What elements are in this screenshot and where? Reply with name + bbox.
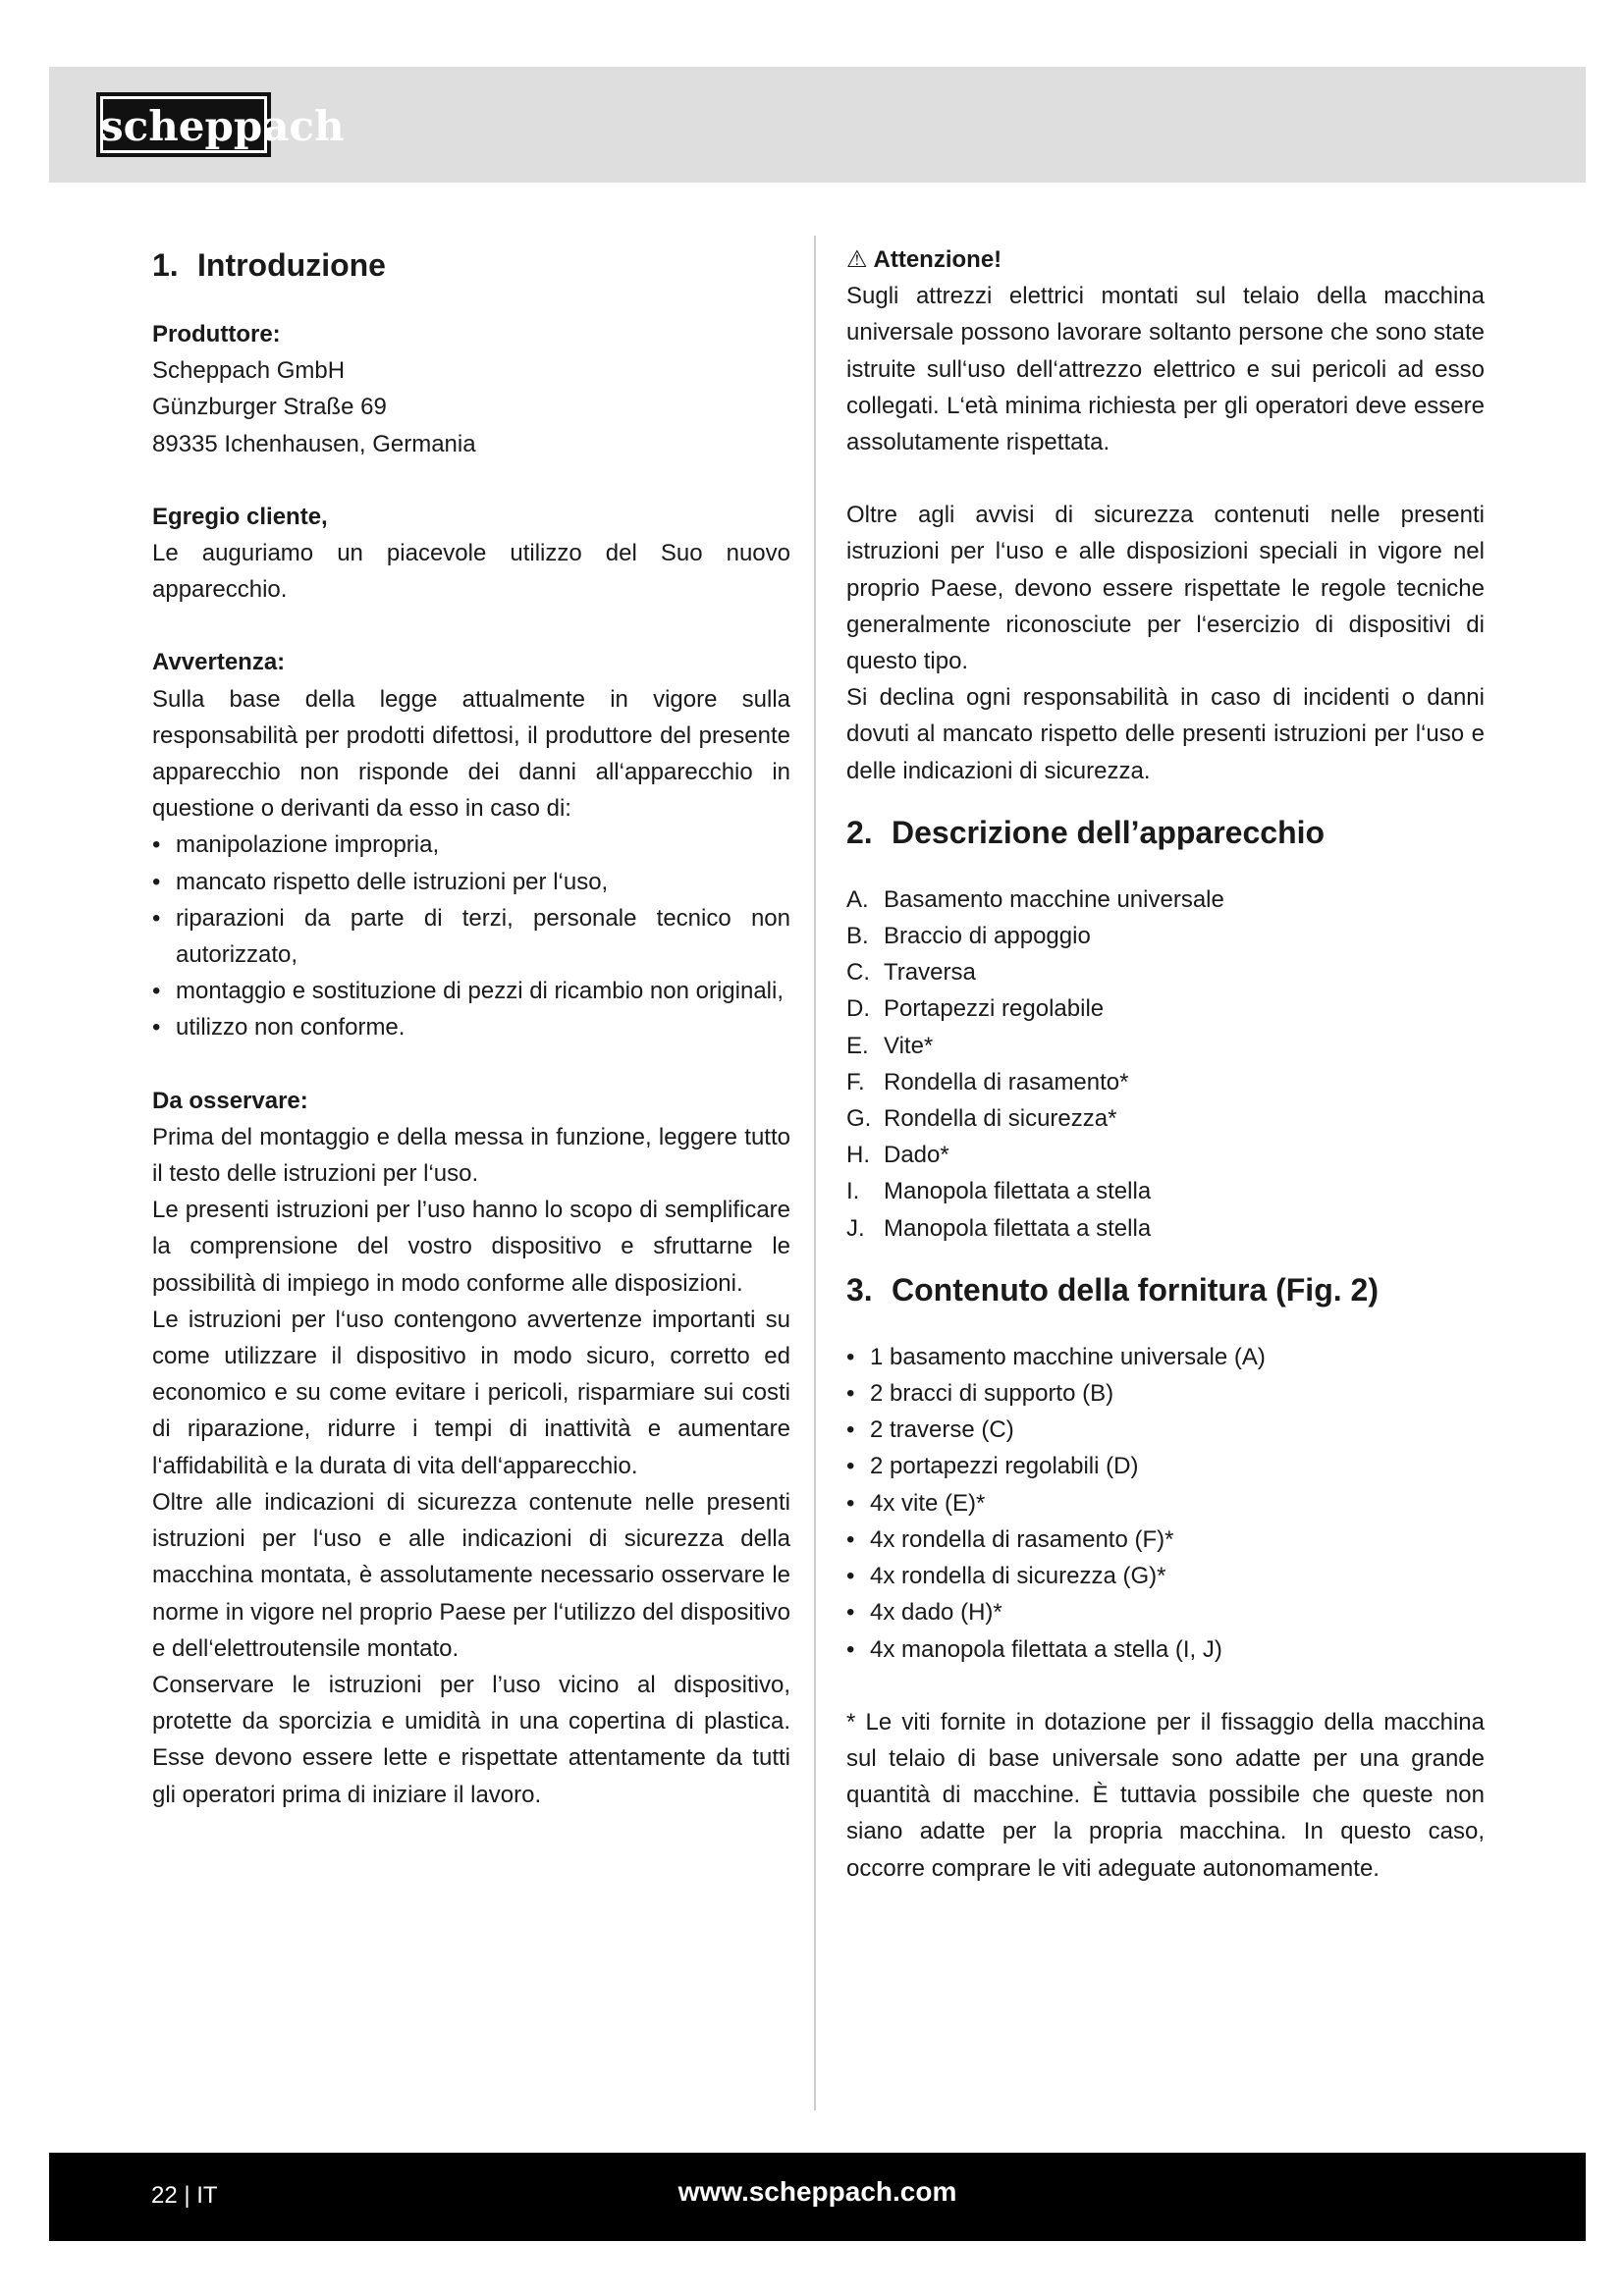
section-1-heading <box>152 241 790 289</box>
part-letter: J. <box>846 1214 865 1242</box>
list-item <box>846 1210 1485 1247</box>
observe-label: Da osservare: <box>152 1087 308 1114</box>
warning-list <box>152 827 790 1045</box>
part-letter: I. <box>846 1178 860 1205</box>
list-item <box>846 881 1485 918</box>
regulations-paragraph: Oltre agli avvisi di sicurezza contenuti nelle presenti istruzioni per l‘uso e alle disposizioni speciali in vigore nel proprio Paese, devono essere rispettate le regole tecniche generalmente riconosciute per l‘esercizio di dispositivi di questo tipo. <box>846 502 1485 675</box>
list-item: • 2 bracci di supporto (B) <box>846 1375 1485 1412</box>
part-text: Vite* <box>884 1032 934 1059</box>
attention-text: Sugli attrezzi elettrici montati sul telaio della macchina universale possono lavorare soltanto persone che sono state istruite sull‘uso dell‘attrezzo elettrico e sui pericoli ad esso collegati. L‘età minima richiesta per gli operatori deve essere assolutamente rispettata. <box>846 283 1485 456</box>
section-1-number: 1. <box>152 247 179 283</box>
section-3-number: 3. <box>846 1271 873 1308</box>
right-column <box>846 236 1485 1887</box>
section-3-title: Contenuto della fornitura (Fig. 2) <box>892 1271 1379 1308</box>
footnote: * Le viti fornite in dotazione per il fissaggio della macchina sul telaio di base universale sono adatte per una grande quantità di macchine. È tuttavia possibile che queste non siano adatte per la propria macchina. In questo caso, occorre comprare le viti adeguate autonomamente. <box>846 1708 1485 1882</box>
list-item <box>846 1028 1485 1064</box>
manufacturer-name: Scheppach GmbH <box>152 357 346 385</box>
section-2-title: Descrizione dell’apparecchio <box>892 814 1326 850</box>
part-letter: D. <box>846 995 870 1023</box>
list-item: • 1 basamento macchine universale (A) <box>846 1339 1485 1375</box>
list-item: • 4x rondella di rasamento (F)* <box>846 1522 1485 1558</box>
part-text: Manopola filettata a stella <box>884 1214 1152 1242</box>
greeting-text: Le auguriamo un piacevole utilizzo del Suo nuovo apparecchio. <box>152 540 790 604</box>
list-item <box>846 918 1485 954</box>
warning-text: Sulla base della legge attualmente in vigore sulla responsabilità per prodotti difettosi, il produttore del presente apparecchio non risponde dei danni all‘apparecchio in questione o derivanti da esso in caso di: <box>152 685 790 823</box>
list-item: • 4x dado (H)* <box>846 1594 1485 1630</box>
list-item: • riparazioni da parte di terzi, personale tecnico non autorizzato, <box>152 900 790 973</box>
part-text: Traversa <box>884 959 976 987</box>
list-item: • 2 traverse (C) <box>846 1412 1485 1448</box>
greeting-label: Egregio cliente, <box>152 503 328 530</box>
section-2-number: 2. <box>846 814 873 850</box>
list-item: • utilizzo non conforme. <box>152 1009 790 1045</box>
list-item: • 2 portapezzi regolabili (D) <box>846 1448 1485 1484</box>
list-item <box>846 1137 1485 1173</box>
part-text: Rondella di sicurezza* <box>884 1105 1117 1133</box>
list-item: • montaggio e sostituzione di pezzi di ricambio non originali, <box>152 973 790 1009</box>
column-divider <box>814 236 816 2110</box>
delivery-list <box>846 1339 1485 1668</box>
list-item: • 4x rondella di sicurezza (G)* <box>846 1558 1485 1594</box>
section-3-heading <box>846 1266 1485 1313</box>
section-2-heading <box>846 809 1485 856</box>
part-text: Dado* <box>884 1142 949 1169</box>
list-item <box>846 1064 1485 1100</box>
header-band <box>49 67 1586 183</box>
part-letter: A. <box>846 885 869 913</box>
observe-paragraph: Le presenti istruzioni per l’uso hanno lo scopo di semplificare la comprensione del vostro dispositivo e sfruttarne le possibilità di impiego in modo conforme alle disposizioni. <box>152 1197 790 1297</box>
part-text: Rondella di rasamento* <box>884 1068 1129 1095</box>
observe-paragraph: Prima del montaggio e della messa in funzione, leggere tutto il testo delle istruzioni per l‘uso. <box>152 1123 790 1188</box>
observe-paragraph: Conservare le istruzioni per l’uso vicino al dispositivo, protette da sporcizia e umidità in una copertina di plastica. Esse devono essere lette e rispettate attentamente da tutti gli operatori prima di iniziare il lavoro. <box>152 1671 790 1808</box>
list-item: • 4x manopola filettata a stella (I, J) <box>846 1631 1485 1668</box>
observe-paragraph: Oltre alle indicazioni di sicurezza contenute nelle presenti istruzioni per l‘uso e alle indicazioni di sicurezza della macchina montata, è assolutamente necessario osservare le norme in vigore nel proprio Paese per l‘utilizzo del dispositivo e dell‘elettroutensile montato. <box>152 1488 790 1662</box>
manufacturer-city: 89335 Ichenhausen, Germania <box>152 430 476 457</box>
warning-triangle-icon: ⚠ <box>846 246 868 273</box>
list-item: • manipolazione impropria, <box>152 827 790 863</box>
manufacturer-label: Produttore: <box>152 321 281 347</box>
part-letter: H. <box>846 1142 870 1169</box>
website-link[interactable]: www.scheppach.com <box>677 2176 957 2207</box>
warning-label: Avvertenza: <box>152 649 286 676</box>
attention-label: Attenzione! <box>873 246 1002 273</box>
part-letter: E. <box>846 1032 869 1059</box>
list-item: • 4x vite (E)* <box>846 1485 1485 1522</box>
parts-list <box>846 881 1485 1247</box>
part-letter: B. <box>846 923 869 950</box>
part-letter: G. <box>846 1105 872 1133</box>
part-text: Basamento macchine universale <box>884 885 1224 913</box>
left-column <box>152 236 790 1813</box>
list-item <box>846 990 1485 1027</box>
scheppach-logo: scheppach <box>96 92 271 157</box>
part-letter: F. <box>846 1068 865 1095</box>
part-text: Braccio di appoggio <box>884 923 1091 950</box>
attention-heading <box>846 241 1485 278</box>
observe-paragraph: Le istruzioni per l‘uso contengono avvertenze importanti su come utilizzare il dispositivo in modo sicuro, corretto ed economico e su come evitare i pericoli, risparmiare sui costi di riparazione, ridurre i tempi di inattività e aumentare l‘affidabilità e la durata di vita dell‘apparecchio. <box>152 1306 790 1479</box>
part-text: Portapezzi regolabile <box>884 995 1105 1023</box>
list-item <box>846 1100 1485 1137</box>
regulations-paragraph: Si declina ogni responsabilità in caso di incidenti o danni dovuti al mancato rispetto delle presenti istruzioni per l‘uso e delle indicazioni di sicurezza. <box>846 684 1485 784</box>
manufacturer-street: Günzburger Straße 69 <box>152 394 387 421</box>
list-item <box>846 954 1485 990</box>
list-item <box>846 1173 1485 1209</box>
section-1-title: Introduzione <box>197 247 386 283</box>
part-letter: C. <box>846 959 870 987</box>
list-item: • mancato rispetto delle istruzioni per l‘uso, <box>152 864 790 900</box>
footer-band <box>49 2153 1586 2241</box>
part-text: Manopola filettata a stella <box>884 1178 1152 1205</box>
page-number: 22 | IT <box>151 2182 218 2209</box>
